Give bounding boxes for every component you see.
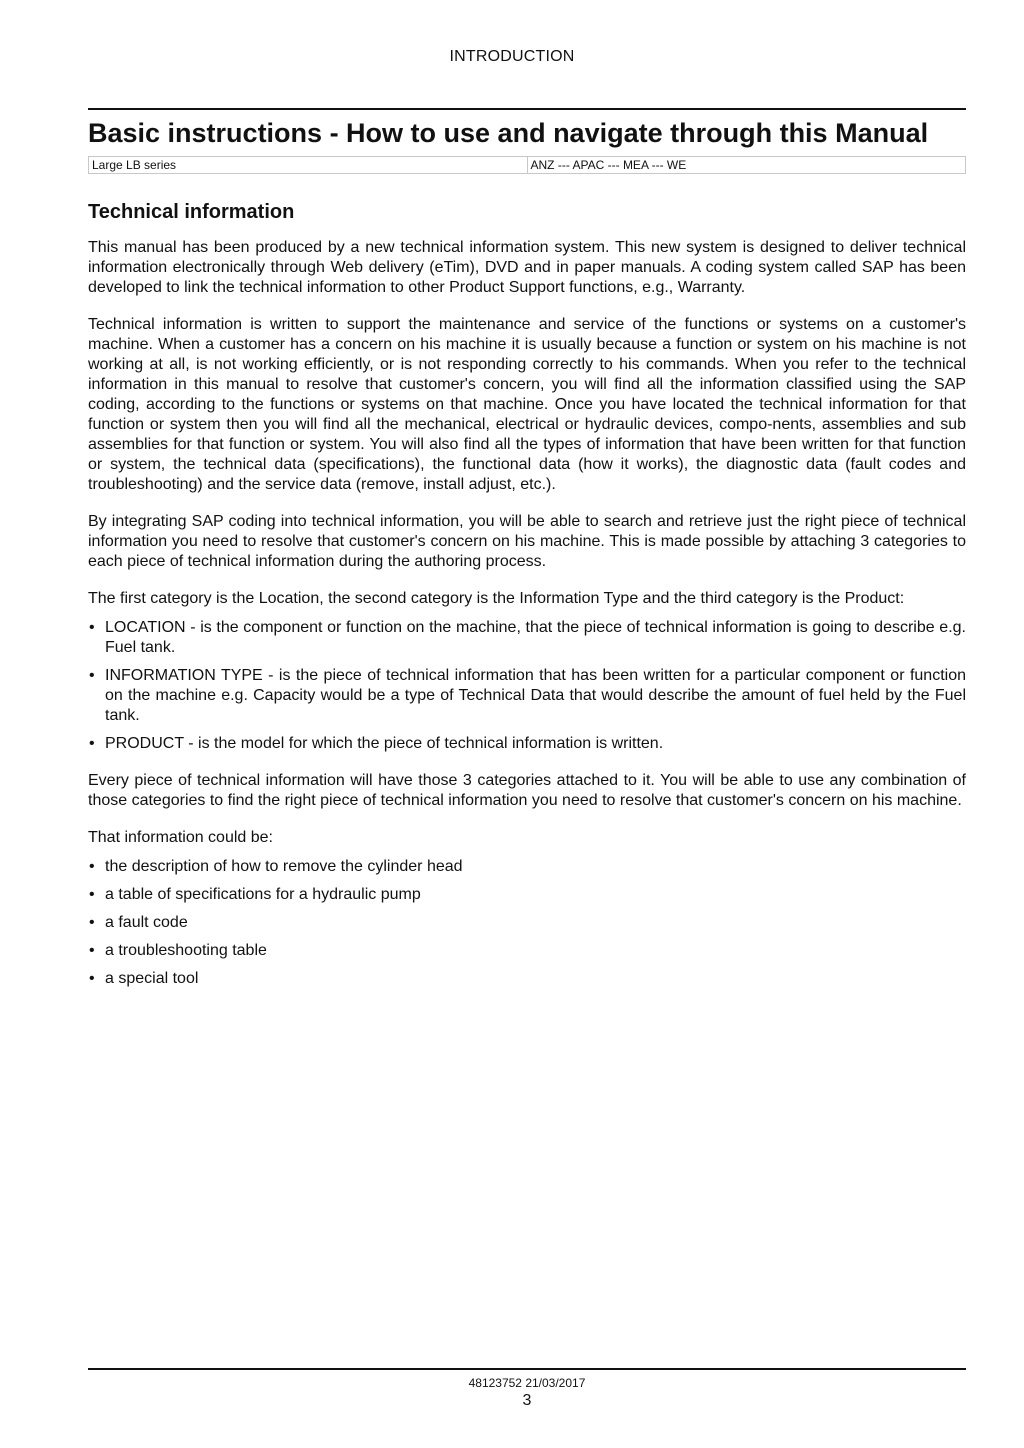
applicability-model: Large LB series — [89, 157, 528, 174]
section-title: Technical information — [88, 201, 295, 223]
list-item — [88, 941, 966, 961]
bullet-glyph: • — [89, 914, 95, 931]
bullet-glyph: • — [89, 970, 95, 987]
list-item — [88, 734, 966, 754]
bullet-glyph: • — [89, 667, 95, 684]
list-item — [88, 913, 966, 933]
list-item-text: a fault code — [105, 914, 188, 931]
list-item-text: a table of specifications for a hydraulic pump — [105, 886, 421, 903]
list-item — [88, 885, 966, 905]
paragraph-categories-usage: Every piece of technical information will have those 3 categories attached to it. You will be able to use any combination of those categories to find the right piece of technical information you need to resolve that customer's concern on his machine. — [88, 772, 966, 809]
list-item — [88, 857, 966, 877]
paragraph-technical-info: Technical information is written to support the maintenance and service of the functions or systems on a customer's machine. When a customer has a concern on his machine it is usually because a function or system on his machine is not working at all, is not working efficiently, or is not responding correctly to his commands. When you refer to the technical information in this manual to resolve that customer's concern, you will find all the information classified using the SAP coding, according to the functions or systems on that machine. Once you have located the technical information for that function or system then you will find all the mechanical, electrical or hydraulic devices, compo-nents, assemblies and sub assemblies for that function or system. You will also find all the types of information that have been written for that function or system, the technical data (specifications), the functional data (how it works), the diagnostic data (fault codes and troubleshooting) and the service data (remove, install adjust, etc.). — [88, 316, 966, 493]
page-number: 3 — [522, 1392, 532, 1409]
page-content — [88, 108, 966, 1006]
bullet-glyph: • — [89, 735, 95, 752]
document-id: 48123752 21/03/2017 — [468, 1376, 586, 1390]
category-list — [88, 618, 966, 754]
list-item — [88, 666, 966, 726]
footer-divider — [88, 1368, 966, 1370]
list-item-text: the description of how to remove the cylinder head — [105, 858, 463, 875]
paragraph-sap-coding: By integrating SAP coding into technical information, you will be able to search and retrieve just the right piece of technical information you need to resolve that customer's concern on his machine. This is made possible by attaching 3 categories to each piece of technical information during the authoring process. — [88, 513, 966, 570]
examples-list — [88, 857, 966, 989]
bullet-glyph: • — [89, 858, 95, 875]
list-item-text: a special tool — [105, 970, 199, 987]
page-footer — [88, 1368, 966, 1410]
list-item-text: LOCATION - is the component or function on the machine, that the piece of technical information is going to describe e.g. Fuel tank. — [105, 619, 966, 656]
list-item-text: INFORMATION TYPE - is the piece of technical information that has been written for a particular component or function on the machine e.g. Capacity would be a type of Technical Data that would describe the amount of fuel held by the Fuel tank. — [105, 667, 966, 724]
title-divider — [88, 108, 966, 110]
bullet-glyph: • — [89, 619, 95, 636]
list-item-text: a troubleshooting table — [105, 942, 267, 959]
bullet-glyph: • — [89, 942, 95, 959]
applicability-regions: ANZ --- APAC --- MEA --- WE — [527, 157, 966, 174]
applicability-table — [88, 156, 966, 174]
paragraph-intro: This manual has been produced by a new technical information system. This new system is designed to deliver technical information electronically through Web delivery (eTim), DVD and in paper manuals. A coding system called SAP has been developed to link the technical information to other Product Support functions, e.g., Warranty. — [88, 239, 966, 296]
bullet-glyph: • — [89, 886, 95, 903]
applicability-row — [89, 157, 966, 174]
paragraph-categories-intro: The first category is the Location, the second category is the Information Type and the third category is the Product: — [88, 590, 905, 607]
paragraph-examples-intro: That information could be: — [88, 829, 273, 846]
list-item — [88, 618, 966, 658]
list-item-text: PRODUCT - is the model for which the piece of technical information is written. — [105, 735, 664, 752]
page-title: Basic instructions - How to use and navigate through this Manual — [88, 118, 929, 148]
list-item — [88, 969, 966, 989]
running-header: INTRODUCTION — [449, 48, 575, 65]
